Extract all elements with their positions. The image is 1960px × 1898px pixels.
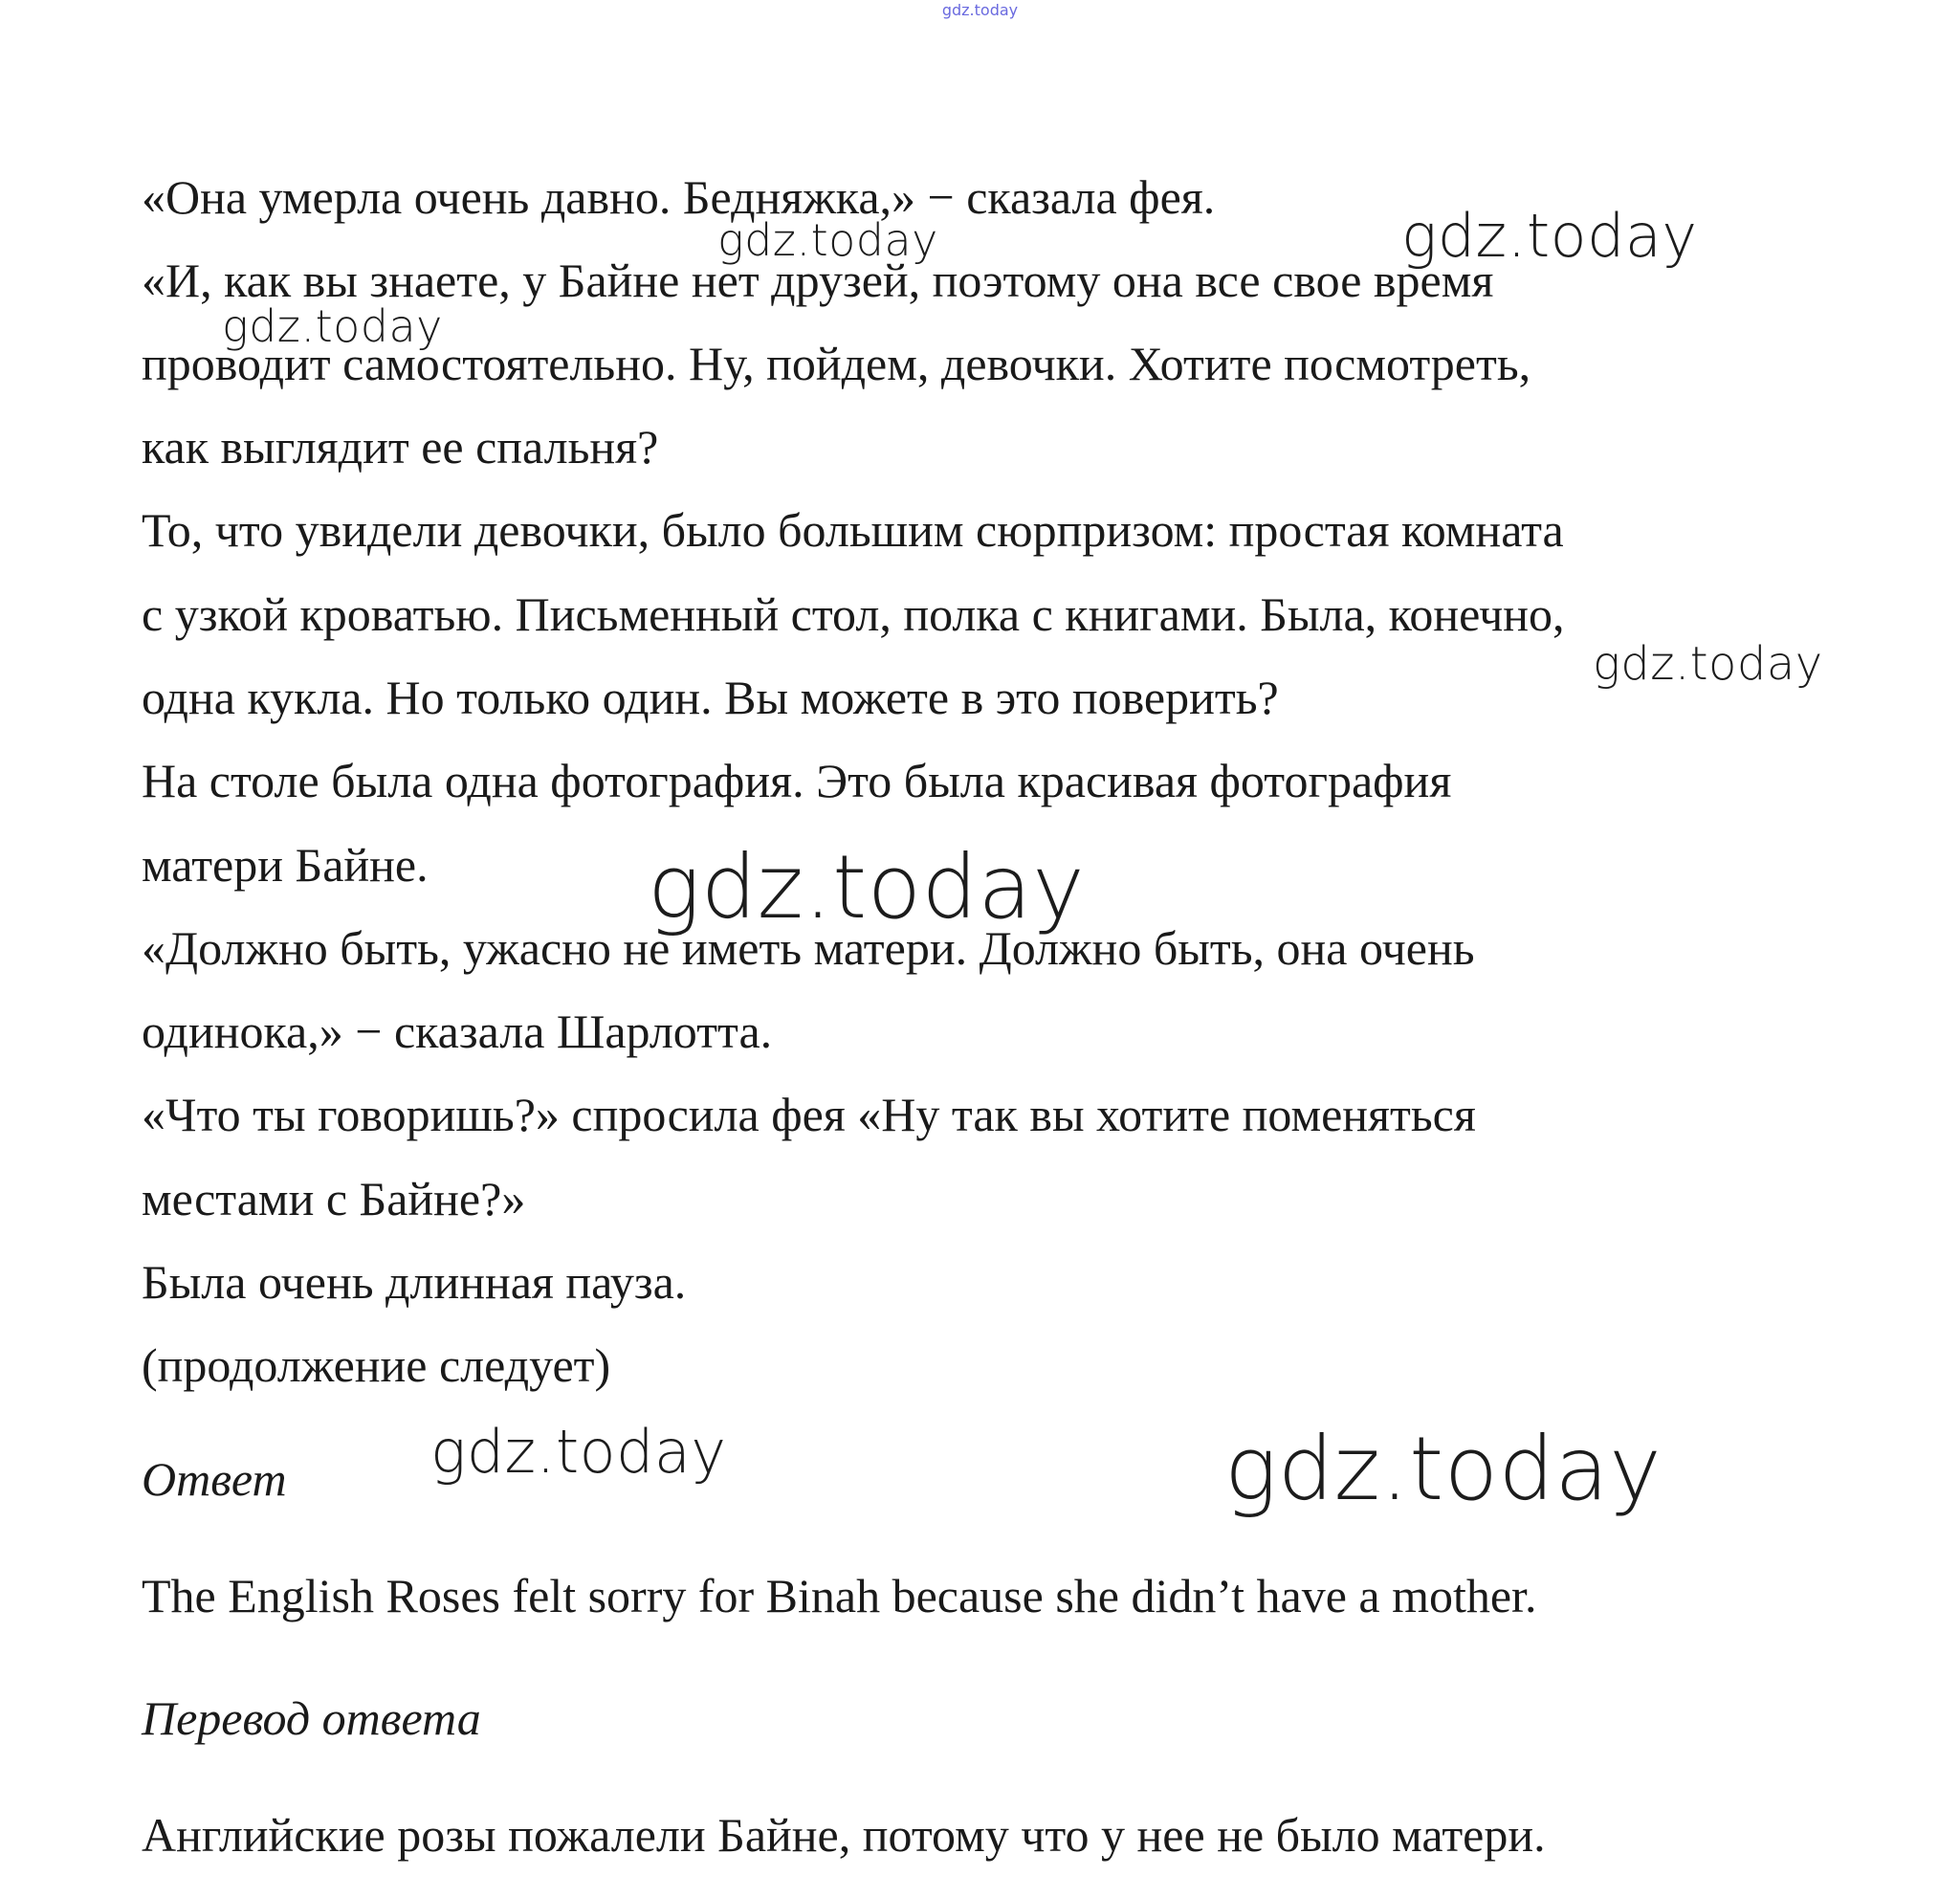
story-line: местами с Байне?» xyxy=(142,1172,526,1225)
translation-heading: Перевод ответа xyxy=(142,1691,481,1745)
header-watermark: gdz.today xyxy=(941,1,1019,19)
watermark: gdz.today xyxy=(430,1417,727,1487)
story-line: «Должно быть, ужасно не иметь матери. Должно быть, она очень xyxy=(142,921,1475,975)
story-line: «Она умерла очень давно. Бедняжка,» − сказала фея. xyxy=(142,170,1216,224)
story-line: одна кукла. Но только один. Вы можете в это поверить? xyxy=(142,671,1279,724)
watermark: gdz.today xyxy=(222,300,443,352)
watermark: gdz.today xyxy=(1401,201,1698,271)
story-line: как выглядит ее спальня? xyxy=(142,420,659,474)
story-line: с узкой кроватью. Письменный стол, полка с книгами. Была, конечно, xyxy=(142,587,1565,641)
watermark: gdz.today xyxy=(717,214,938,266)
translation-text: Английские розы пожалели Байне, потому что у нее не было матери. xyxy=(142,1808,1546,1862)
story-line: проводит самостоятельно. Ну, пойдем, девочки. Хотите посмотреть, xyxy=(142,337,1531,390)
story-line: «Что ты говоришь?» спросила фея «Ну так вы хотите поменяться xyxy=(142,1088,1476,1141)
story-line: На столе была одна фотография. Это была красивая фотография xyxy=(142,754,1452,807)
watermark: gdz.today xyxy=(1224,1418,1663,1520)
watermark: gdz.today xyxy=(648,836,1086,938)
story-line: (продолжение следует) xyxy=(142,1338,611,1392)
story-line: одинока,» − сказала Шарлотта. xyxy=(142,1004,773,1058)
story-line: «И, как вы знаете, у Байне нет друзей, поэтому она все свое время xyxy=(142,254,1494,307)
story-line: Была очень длинная пауза. xyxy=(142,1255,687,1309)
story-line: То, что увидели девочки, было большим сюрпризом: простая комната xyxy=(142,503,1564,557)
answer-text: The English Roses felt sorry for Binah because she didn’t have a mother. xyxy=(142,1569,1537,1622)
story-line: матери Байне. xyxy=(142,838,429,892)
answer-heading: Ответ xyxy=(142,1452,287,1506)
watermark: gdz.today xyxy=(1593,637,1823,691)
